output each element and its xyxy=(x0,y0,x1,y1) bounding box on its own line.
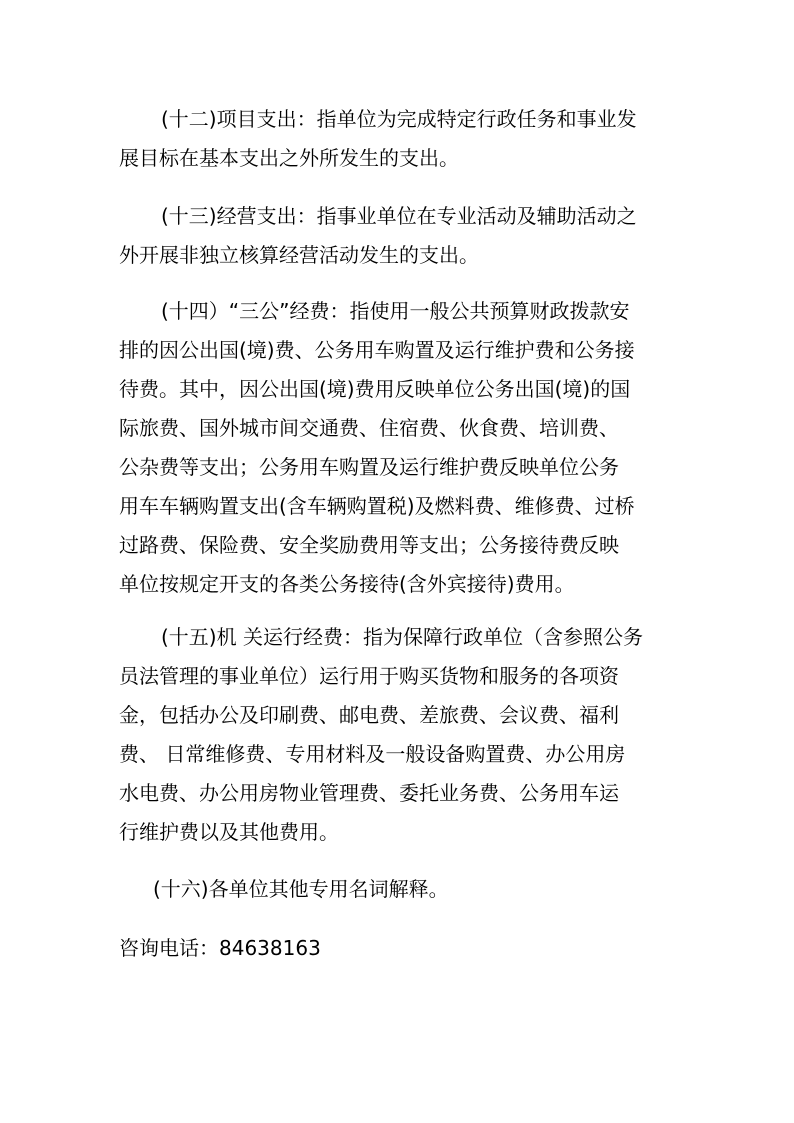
text-line: 行维护费以及其他费用。 xyxy=(119,820,339,844)
contact-phone-text: 咨询电话：84638163 xyxy=(119,936,321,960)
text-line: 展目标在基本支出之外所发生的支出。 xyxy=(119,146,459,170)
text-line: (十二)项目支出：指单位为完成特定行政任务和事业发 xyxy=(161,107,637,131)
paragraph-item-12 xyxy=(119,100,679,178)
text-line: 外开展非独立核算经营活动发生的支出。 xyxy=(119,243,479,267)
text-line: (十五)机 关运行经费：指为保障行政单位（含参照公务 xyxy=(161,625,643,649)
text-line: 费、 日常维修费、专用材料及一般设备购置费、办公用房 xyxy=(119,742,626,766)
text-line: 用车车辆购置支出(含车辆购置税)及燃料费、维修费、过桥 xyxy=(119,494,635,518)
paragraph-item-16 xyxy=(119,870,679,909)
text-line: 排的因公出国(境)费、公务用车购置及运行维护费和公务接 xyxy=(119,338,635,362)
text-line: 过路费、保险费、安全奖励费用等支出；公务接待费反映 xyxy=(119,533,619,557)
text-line: (十三)经营支出：指事业单位在专业活动及辅助活动之 xyxy=(161,204,637,228)
text-line: 金，包括办公及印刷费、邮电费、差旅费、会议费、福利 xyxy=(119,703,619,727)
text-line: 员法管理的事业单位）运行用于购买货物和服务的各项资 xyxy=(119,664,619,688)
text-line: 际旅费、国外城市间交通费、住宿费、伙食费、培训费、 xyxy=(119,416,619,440)
contact-phone xyxy=(119,929,679,968)
paragraph-item-15 xyxy=(119,618,679,852)
text-line: 水电费、办公用房物业管理费、委托业务费、公务用车运 xyxy=(119,781,619,805)
paragraph-item-14 xyxy=(119,292,679,604)
text-line: (十四）“三公”经费：指使用一般公共预算财政拨款安 xyxy=(161,299,630,323)
paragraph-item-13 xyxy=(119,197,679,275)
text-line: 待费。其中，因公出国(境)费用反映单位公务出国(境)的国 xyxy=(119,377,631,401)
text-line: 公杂费等支出；公务用车购置及运行维护费反映单位公务 xyxy=(119,455,619,479)
text-line: 单位按规定开支的各类公务接待(含外宾接待)费用。 xyxy=(119,572,575,596)
text-line: (十六)各单位其他专用名词解释。 xyxy=(153,877,449,901)
